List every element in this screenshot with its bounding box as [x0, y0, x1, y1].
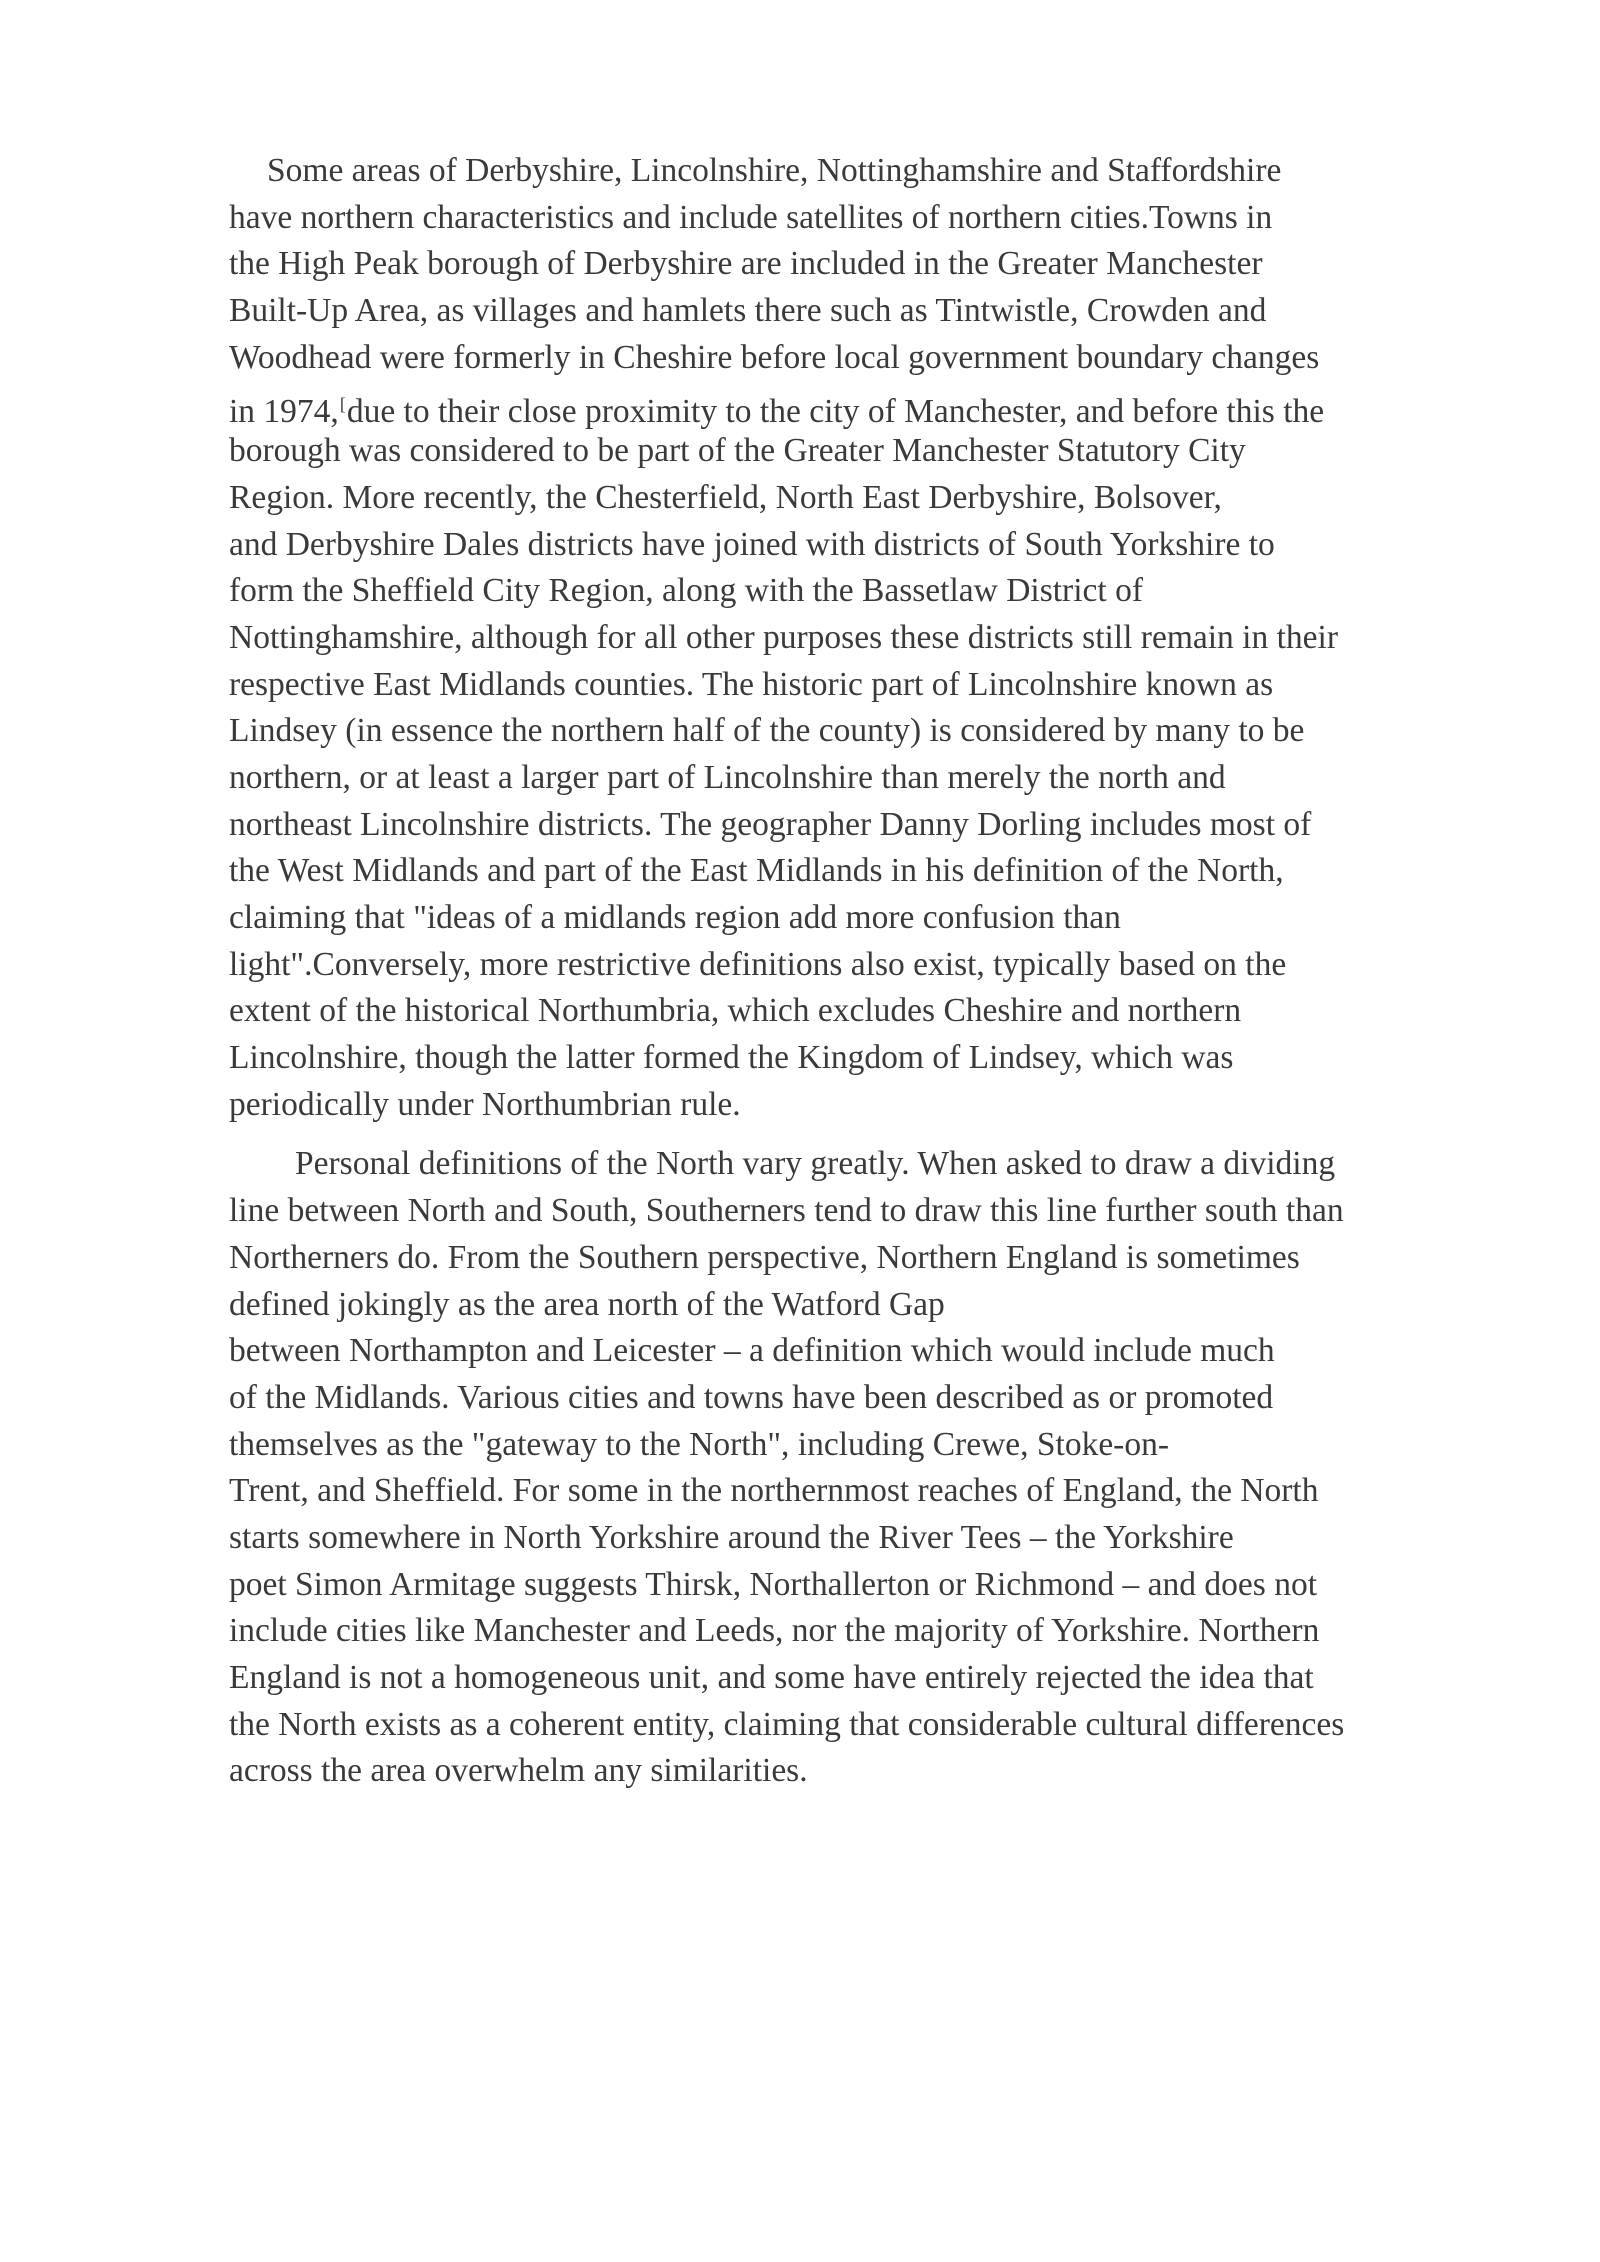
text-line: Northerners do. From the Southern perspective, Northern England is sometimes	[229, 1238, 1300, 1276]
text-line: have northern characteristics and include satellites of northern cities.Towns in	[229, 198, 1273, 236]
text-line: starts somewhere in North Yorkshire around the River Tees – the Yorkshire	[229, 1518, 1234, 1556]
text-line: include cities like Manchester and Leeds, nor the majority of Yorkshire. Northern	[229, 1612, 1320, 1650]
text-line: Lincolnshire, though the latter formed the Kingdom of Lindsey, which was	[229, 1039, 1234, 1077]
text-line: between Northampton and Leicester – a definition which would include much	[229, 1332, 1275, 1370]
text-line: periodically under Northumbrian rule.	[229, 1085, 741, 1123]
text-line: claiming that "ideas of a midlands region add more confusion than	[229, 899, 1121, 936]
text-line: extent of the historical Northumbria, which excludes Cheshire and northern	[229, 992, 1242, 1030]
paragraph-north-boundaries	[229, 148, 1529, 1128]
text-line: Woodhead were formerly in Cheshire before local government boundary changes	[229, 338, 1320, 376]
text-line: Trent, and Sheffield. For some in the northernmost reaches of England, the North	[229, 1472, 1319, 1510]
text-line: England is not a homogeneous unit, and some have entirely rejected the idea that	[229, 1659, 1314, 1696]
text-line: form the Sheffield City Region, along with the Bassetlaw District of	[229, 572, 1143, 610]
text-line: Nottinghamshire, although for all other purposes these districts still remain in their	[229, 618, 1339, 656]
text-segment: due to their close proximity to the city of Manchester, and before this the	[346, 393, 1325, 431]
text-line: the North exists as a coherent entity, claiming that considerable cultural differences	[229, 1705, 1345, 1743]
text-line: northern, or at least a larger part of Lincolnshire than merely the north and	[229, 758, 1226, 796]
paragraph-personal-definitions	[229, 1141, 1529, 1795]
text-line: respective East Midlands counties. The historic part of Lincolnshire known as	[229, 665, 1274, 703]
text-line: light".Conversely, more restrictive definitions also exist, typically based on the	[229, 945, 1287, 983]
text-line: Some areas of Derbyshire, Lincolnshire, Nottinghamshire and Staffordshire	[267, 152, 1282, 189]
text-line: poet Simon Armitage suggests Thirsk, Northallerton or Richmond – and does not	[229, 1565, 1318, 1603]
text-line: Personal definitions of the North vary greatly. When asked to draw a dividing	[295, 1145, 1336, 1183]
text-line: line between North and South, Southerners tend to draw this line further south than	[229, 1192, 1344, 1230]
text-line	[229, 381, 1529, 431]
text-segment: in 1974,	[229, 393, 339, 431]
text-line: northeast Lincolnshire districts. The geographer Danny Dorling includes most of	[229, 805, 1312, 843]
text-line: the West Midlands and part of the East Midlands in his definition of the North,	[229, 852, 1284, 890]
text-line: Lindsey (in essence the northern half of the county) is considered by many to be	[229, 712, 1305, 750]
text-line: defined jokingly as the area north of the Watford Gap	[229, 1285, 945, 1323]
text-line: and Derbyshire Dales districts have joined with districts of South Yorkshire to	[229, 525, 1275, 563]
text-line: borough was considered to be part of the Greater Manchester Statutory City	[229, 432, 1246, 470]
text-line: of the Midlands. Various cities and towns have been described as or promoted	[229, 1378, 1274, 1416]
text-line: across the area overwhelm any similarities.	[229, 1752, 808, 1790]
text-line: the High Peak borough of Derbyshire are included in the Greater Manchester	[229, 245, 1263, 283]
document-body	[229, 148, 1529, 1795]
text-line: Region. More recently, the Chesterfield, North East Derbyshire, Bolsover,	[229, 478, 1222, 516]
text-line: Built-Up Area, as villages and hamlets there such as Tintwistle, Crowden and	[229, 292, 1267, 330]
text-line: themselves as the "gateway to the North", including Crewe, Stoke-on-	[229, 1425, 1169, 1463]
citation-mark: [	[339, 394, 346, 415]
